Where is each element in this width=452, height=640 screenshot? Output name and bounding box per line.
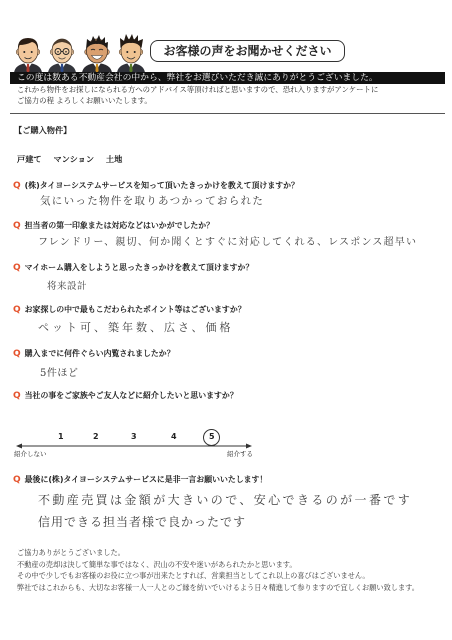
property-type-options	[17, 154, 131, 165]
question-6	[13, 391, 238, 401]
closing-line-4: 弊社ではこれからも、大切なお客様一人一人とのご縁を紡いでいけるよう日々精進して参りますので宜しくお願い致します。	[17, 582, 419, 592]
question-7	[13, 475, 267, 485]
question-text: 最後に(株)タイヨーシステムサービスに是非一言お願いいたします！	[24, 475, 268, 484]
question-1	[13, 181, 299, 191]
closing-message	[17, 547, 419, 593]
question-text: 当社の事をご家族やご友人などに紹介したいと思いますか？	[24, 391, 238, 400]
page-title: お客様の声をお聞かせください	[150, 40, 345, 62]
staff-face-3	[82, 35, 112, 73]
staff-illustration	[12, 33, 148, 73]
question-3	[13, 263, 253, 273]
answer-2: フレンドリー、親切、何か聞くとすぐに対応してくれる、レスポンス超早い	[38, 237, 418, 248]
property-heading: 【ご購入物件】	[14, 125, 72, 135]
rating-option-1: 1	[58, 432, 64, 441]
closing-line-3: その中で少しでもお客様のお役に立つ事が出来たとすれば、営業担当としてこれ以上の喜びはございません。	[17, 571, 370, 580]
rating-option-2: 2	[93, 432, 99, 441]
answer-1: 気にいった物件を取りあつかっておられた	[40, 195, 265, 207]
question-mark: Q	[13, 263, 21, 273]
thank-you-banner: この度は数ある不動産会社の中から、弊社をお選びいただき誠にありがとうございました。	[10, 72, 445, 84]
answer-4: ペット可、築年数、広さ、価格	[38, 321, 234, 334]
rating-arrow-line	[16, 442, 252, 450]
staff-face-4	[117, 34, 145, 73]
rating-option-4: 4	[171, 432, 177, 441]
question-mark: Q	[13, 305, 21, 315]
question-4	[13, 305, 246, 315]
question-2	[13, 221, 214, 231]
property-type-condo: マンション	[53, 154, 95, 164]
question-5	[13, 349, 175, 359]
question-text: (株)タイヨーシステムサービスを知って頂いたきっかけを教えて頂けますか？	[24, 181, 299, 190]
intro-line-1: これから物件をお探しになられる方へのアドバイス等頂ければと思いますので、恐れ入りますがアンケートに	[17, 85, 379, 94]
question-text: 購入までに何件ぐらい内覧されましたか？	[24, 349, 175, 358]
staff-face-2	[48, 39, 76, 73]
question-mark: Q	[13, 349, 21, 359]
rating-option-3: 3	[131, 432, 137, 441]
closing-line-2: 不動産の売却は決して簡単な事ではなく、沢山の不安や迷いがあられたかと思います。	[17, 559, 297, 569]
question-mark: Q	[13, 181, 21, 191]
question-mark: Q	[13, 221, 21, 231]
intro-line-2: ご協力の程 よろしくお願いいたします。	[17, 95, 152, 105]
answer-3: 将来設計	[47, 281, 88, 292]
rating-low-label: 紹介しない	[14, 450, 47, 458]
intro-text	[17, 85, 378, 106]
answer-7-line-2: 信用できる担当者様で良かったです	[38, 515, 247, 529]
question-text: マイホーム購入をしようと思ったきっかけを教えて頂けますか？	[24, 263, 254, 272]
answer-5: 5件ほど	[40, 368, 79, 379]
property-type-house: 戸建て	[17, 154, 42, 164]
question-text: 担当者の第一印象または対応などはいかがでしたか？	[24, 221, 215, 230]
closing-line-1: ご協力ありがとうございました。	[17, 548, 125, 557]
question-mark: Q	[13, 475, 21, 485]
property-type-land: 土地	[105, 154, 123, 164]
rating-option-5: 5	[209, 432, 215, 441]
staff-face-1	[14, 38, 42, 73]
rating-high-label: 紹介する	[227, 450, 253, 458]
question-mark: Q	[13, 391, 21, 401]
section-divider	[10, 113, 445, 114]
question-text: お家探しの中で最もこだわられたポイント等はございますか？	[24, 305, 246, 314]
answer-7-line-1: 不動産売買は金額が大きいので、安心できるのが一番です	[38, 493, 413, 507]
